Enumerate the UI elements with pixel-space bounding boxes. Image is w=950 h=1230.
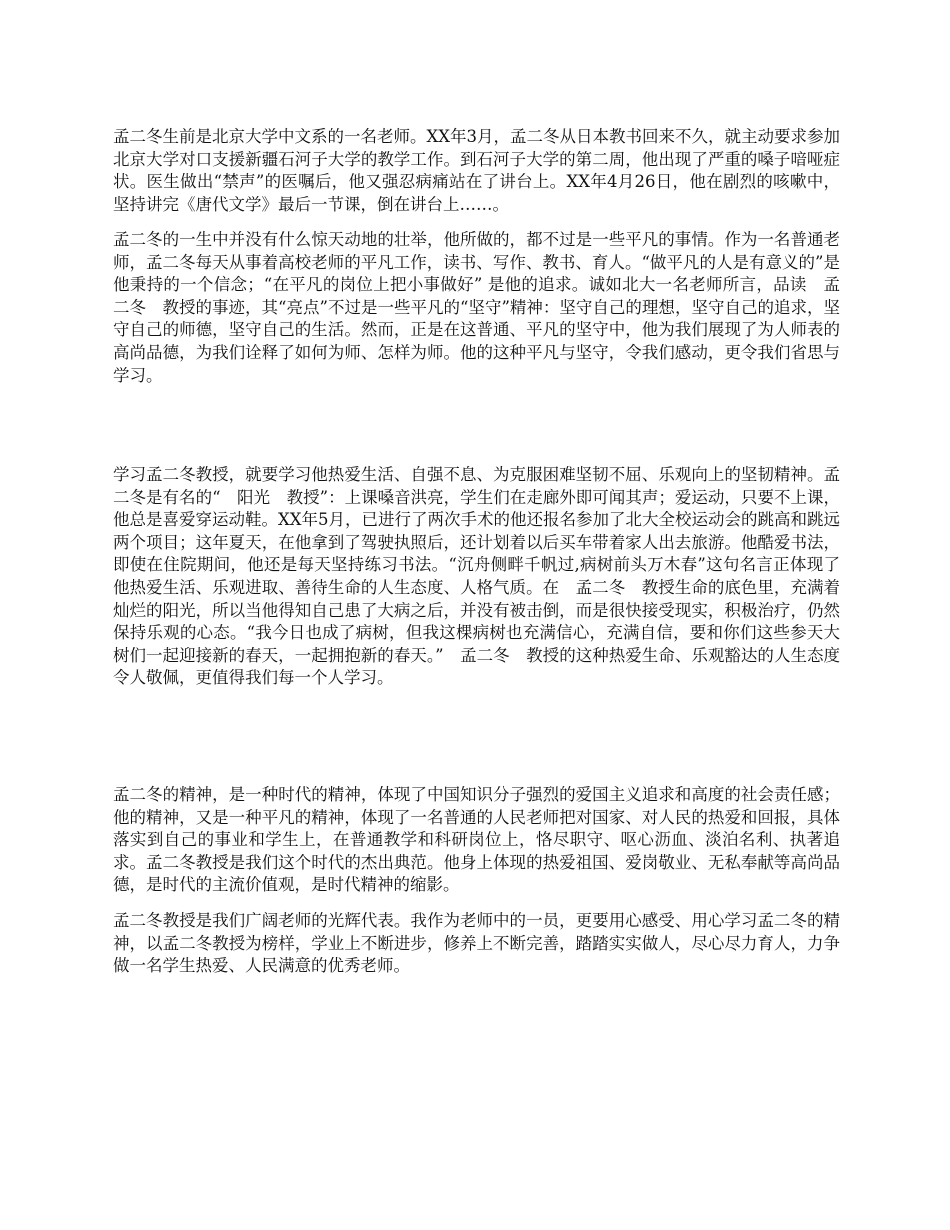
paragraph-4: 孟二冬的精神，是一种时代的精神，体现了中国知识分子强烈的爱国主义追求和高度的社会责任感；他的精神，又是一种平凡的精神，体现了一名普通的人民老师把对国家、对人民的热爱和回报，具体落实到自己的事业和学生上，在普通教学和科研岗位上，恪尽职守、呕心沥血、淡泊名利、执著追求。孟二冬教授是我们这个时代的杰出典范。他身上体现的热爱祖国、爱岗敬业、无私奉献等高尚品德，是时代的主流价值观，是时代精神的缩影。 (113, 785, 840, 895)
paragraph-3: 学习孟二冬教授，就要学习他热爱生活、自强不息、为克服困难坚韧不屈、乐观向上的坚韧精神。孟二冬是有名的“ 阳光 教授”：上课嗓音洪亮，学生们在走廊外即可闻其声；爱运动，只要不上课，他总是喜爱穿运动鞋。XX年5月，已进行了两次手术的他还报名参加了北大全校运动会的跳高和跳远两个项目；这年夏天，在他拿到了驾驶执照后，还计划着以后买车带着家人出去旅游。他酷爱书法，即使在住院期间，他还是每天坚持练习书法。“沉舟侧畔千帆过,病树前头万木春”这句名言正体现了他热爱生活、乐观进取、善待生命的人生态度、人格气质。在 孟二冬 教授生命的底色里，充满着灿烂的阳光，所以当他得知自己患了大病之后，并没有被击倒，而是很快接受现实，积极治疗，仍然保持乐观的心态。“我今日也成了病树，但我这棵病树也充满信心，充满自信，要和你们这些参天大树们一起迎接新的春天，一起拥抱新的春天。” 孟二冬 教授的这种热爱生命、乐观豁达的人生态度令人敬佩，更值得我们每一个人学习。 (113, 465, 840, 688)
paragraph-1: 孟二冬生前是北京大学中文系的一名老师。XX年3月，孟二冬从日本教书回来不久，就主动要求参加北京大学对口支援新疆石河子大学的教学工作。到石河子大学的第二周，他出现了严重的嗓子喑哑症状。医生做出“禁声”的医嘱后，他又强忍病痛站在了讲台上。XX年4月26日，他在剧烈的咳嗽中，坚持讲完《唐代文学》最后一节课，倒在讲台上……。 (113, 127, 840, 214)
paragraph-2: 孟二冬的一生中并没有什么惊天动地的壮举，他所做的，都不过是一些平凡的事情。作为一名普通老师，孟二冬每天从事着高校老师的平凡工作，读书、写作、教书、育人。“做平凡的人是有意义的”是他秉持的一个信念；“在平凡的岗位上把小事做好” 是他的追求。诚如北大一名老师所言，品读 孟二冬 教授的事迹，其“亮点”不过是一些平凡的“坚守”精神：坚守自己的理想，坚守自己的追求，坚守自己的师德，坚守自己的生活。然而，正是在这普通、平凡的坚守中，他为我们展现了为人师表的高尚品德，为我们诠释了如何为师、怎样为师。他的这种平凡与坚守，令我们感动，更令我们省思与学习。 (113, 230, 840, 385)
paragraph-5: 孟二冬教授是我们广阔老师的光辉代表。我作为老师中的一员，更要用心感受、用心学习孟二冬的精神，以孟二冬教授为榜样，学业上不断进步，修养上不断完善，踏踏实实做人，尽心尽力育人，力争做一名学生热爱、人民满意的优秀老师。 (113, 911, 840, 976)
